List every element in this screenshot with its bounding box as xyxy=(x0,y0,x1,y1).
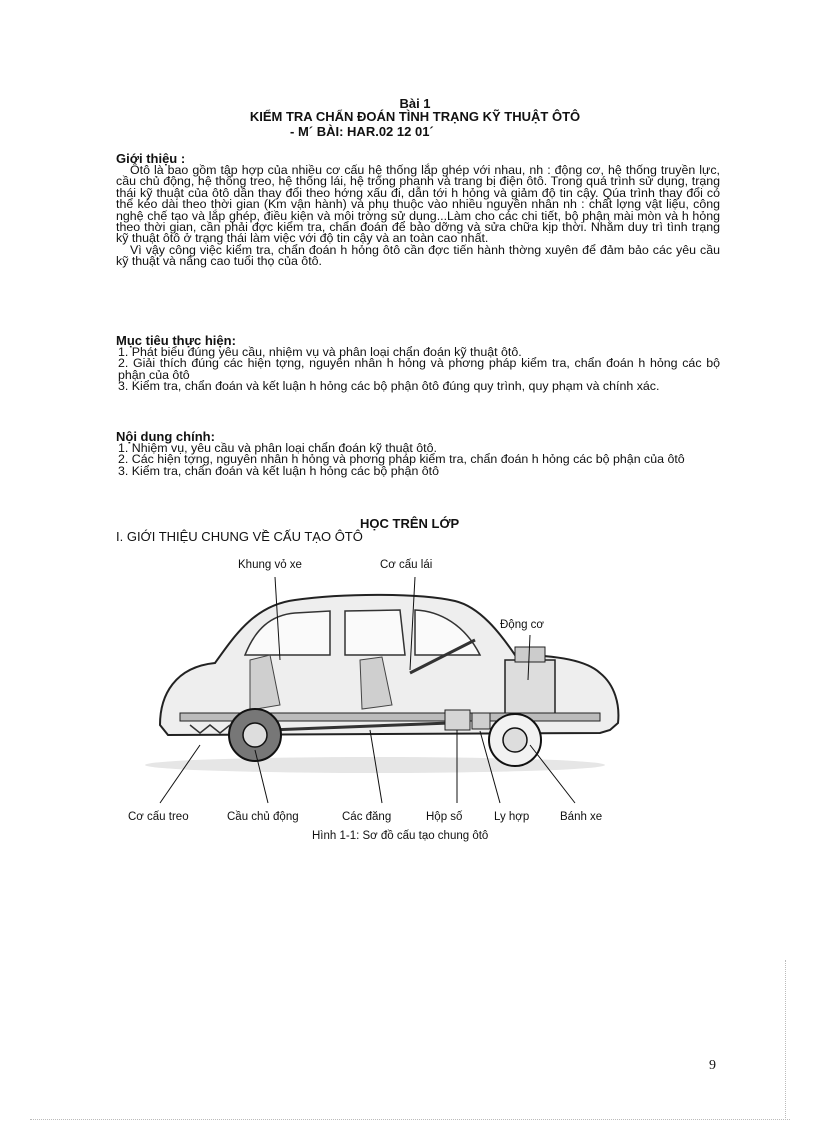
label-drive-axle: Cầu chủ động xyxy=(227,811,299,823)
page-number: 9 xyxy=(709,1058,716,1073)
lesson-number: Bài 1 xyxy=(399,96,431,111)
intro-section xyxy=(116,152,720,268)
label-cardan: Các đăng xyxy=(342,811,392,823)
engine-block xyxy=(505,660,555,715)
label-gearbox: Hộp số xyxy=(426,811,463,823)
car-structure-figure xyxy=(120,555,640,845)
label-clutch: Ly hợp xyxy=(494,811,530,823)
intro-paragraph: Ôtô là bao gồm tập hợp của nhiều cơ cấu hệ thống lắp ghép với nhau, nh : động cơ, hệ thống truyền lực, cầu chủ động, hệ thống treo, hệ thống lái, hệ trống phanh và trang bị điện ôtô. Trong quá trình sử dụng, trạng thái kỹ thuật của ôtô dần thay đổi theo hớng xấu đi, dẫn tới h hỏng và giảm độ tin cậy. Qúa trình thay đổi có thể kéo dài theo thời gian (Km vận hành) và phụ thuộc vào nhiều nguyên nhân nh : chất lợng vật liệu, công nghệ chế tạo và lắp ghép, điều kiện và môi trờng sử dụng...Làm cho các chi tiết, bộ phận mài mòn và h hỏng theo thời gian, cần phải đợc kiểm tra, chẩn đoán để bảo dỡng và sửa chữa kịp thời. Nhằm duy trì tình trạng kỹ thuật ôtô ở trạng thái làm việc với độ tin cậy và an toàn cao nhất. xyxy=(116,163,720,246)
class-heading: HỌC TRÊN LỚP xyxy=(360,516,460,531)
front-wheel-hub xyxy=(503,728,527,752)
content-item: 2. Các hiện tợng, nguyên nhân h hỏng và phơng pháp kiểm tra, chẩn đoán h hỏng các bộ phận của ôtô xyxy=(118,452,685,467)
content-item: 3. Kiểm tra, chẩn đoán và kết luận h hỏng các bộ phận ôtô xyxy=(118,463,440,478)
intro-heading: Giới thiệu : xyxy=(116,151,186,166)
right-border xyxy=(785,960,786,1120)
clutch-housing xyxy=(472,713,490,729)
leader-line xyxy=(530,745,575,803)
bottom-border xyxy=(30,1119,790,1120)
lesson-code: - M´ BÀI: HAR.02 12 01´ xyxy=(290,124,434,139)
lesson-title: KIỂM TRA CHẨN ĐOÁN TÌNH TRẠNG KỸ THUẬT ÔTÔ xyxy=(249,109,581,124)
label-engine: Động cơ xyxy=(500,619,544,631)
objectives-section xyxy=(116,334,720,393)
label-body-frame: Khung vỏ xe xyxy=(238,559,302,571)
content-section xyxy=(116,430,720,477)
content-heading: Nội dung chính: xyxy=(116,429,215,444)
section-heading: I. GIỚI THIỆU CHUNG VỀ CẤU TẠO ÔTÔ xyxy=(116,529,363,544)
side-window xyxy=(345,610,405,655)
label-suspension: Cơ cấu treo xyxy=(128,811,189,823)
label-wheel: Bánh xe xyxy=(560,811,603,823)
objective-item: 2. Giải thích đúng các hiện tợng, nguyên nhân h hỏng và phơng pháp kiểm tra, chẩn đoán h hỏng các bộ phận của ôtô xyxy=(118,356,720,382)
air-filter xyxy=(515,647,545,662)
objective-item: 3. Kiểm tra, chẩn đoán và kết luận h hỏng các bộ phận ôtô đúng quy trình, quy phạm và chính xác. xyxy=(118,379,660,394)
rear-axle-hub xyxy=(243,723,267,747)
intro-paragraph: Vì vậy công việc kiểm tra, chẩn đoán h hỏng ôtô cần đợc tiến hành thờng xuyên để đảm bảo các yêu cầu kỹ thuật và nâng cao tuổi thọ của ôtô. xyxy=(116,242,720,269)
leader-line xyxy=(160,745,200,803)
objective-item: 1. Phát biểu đúng yêu cầu, nhiệm vụ và phân loại chẩn đoán kỹ thuật ôtô. xyxy=(118,345,522,359)
gearbox xyxy=(445,710,470,730)
content-item: 1. Nhiệm vụ, yêu cầu và phân loại chẩn đoán kỹ thuật ôtô. xyxy=(118,441,437,455)
car-diagram xyxy=(120,555,640,845)
figure-caption: Hình 1-1: Sơ đồ cấu tạo chung ôtô xyxy=(312,830,489,842)
label-steering: Cơ cấu lái xyxy=(380,559,433,571)
objectives-heading: Mục tiêu thực hiện: xyxy=(116,333,236,348)
